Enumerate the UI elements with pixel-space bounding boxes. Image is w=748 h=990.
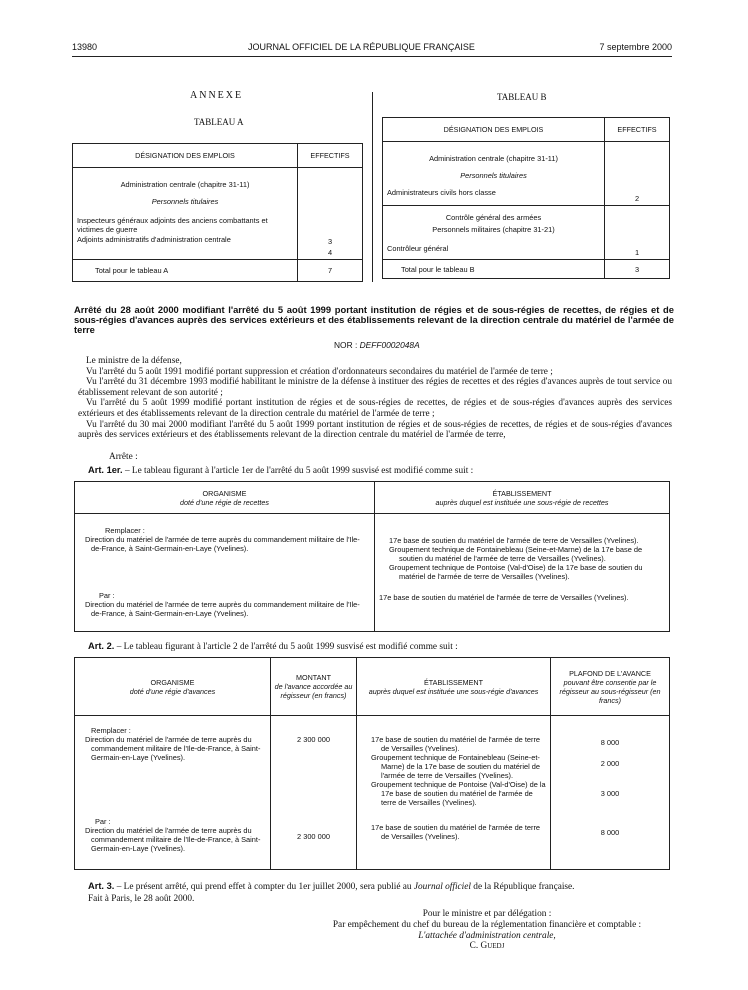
table1-etab2: 17e base de soutien du matériel de l'armée de terre de Versailles (Yvelines). (379, 593, 629, 602)
table2-etab2: 17e base de soutien du matériel de l'armée de terre de Versailles (Yvelines). (371, 823, 541, 841)
tableau-a-section: Administration centrale (chapitre 31-11) (120, 180, 250, 189)
tableau-b-row1-value: 2 (605, 142, 670, 206)
table2-organisme1: Direction du matériel de l'armée de terre auprès du commandement militaire de l'Ile-de-France, à Saint-Germain-en-Laye (Yvelines). (85, 735, 261, 762)
table2-plafond: 8 000 (600, 738, 620, 747)
arrete-word: Arrête : (109, 452, 138, 462)
art1-line (88, 465, 678, 476)
arrete-title: Arrêté du 28 août 2000 modifiant l'arrêté du 5 août 1999 portant institution de régies et de sous-régies de recettes, de régies et de sous-régies d'avances auprès des services extérieurs et des établissements relevant de la direction centrale du matériel de l'armée de terre (74, 304, 674, 336)
table1-par: Par : (99, 591, 115, 600)
tableau-b-row2-value: 1 (605, 206, 670, 260)
tableau-a-row-value: 4 (327, 248, 333, 257)
tableau-b-total-value: 3 (605, 260, 670, 279)
table2-col-plafond (551, 658, 670, 716)
table2-etab: Groupement technique de Fontainebleau (Seine-et-Marne) de la 17e base de soutien du matériel de l'armée de terre de Versailles (Yvelines). (371, 753, 540, 780)
table2-col4-sub: pouvant être consentie par le régisseur au sous-régisseur (en francs) (559, 677, 661, 705)
tableau-b-block1 (383, 142, 605, 206)
tableau-b-section1: Administration centrale (chapitre 31-11) (429, 154, 558, 163)
vu-paragraph: Vu l'arrêté du 30 mai 2000 modifiant l'arrêté du 5 août 1999 portant institution de régies et de sous-régies de recettes, de régies et de sous-régies d'avances auprès des services extérieurs et des établissements relevant de la direction centrale du matériel de l'armée de terre, (78, 419, 672, 441)
tableau-b-title: TABLEAU B (497, 92, 547, 102)
table1-etab: Groupement technique de Pontoise (Val-d'Oise) de la 17e base de soutien du matériel de l'armée de terre de Versailles (Yvelines). (389, 563, 643, 581)
table2-col3-sub: auprès duquel est instituée une sous-régie d'avances (368, 686, 539, 696)
vu-paragraph: Vu l'arrêté du 5 août 1999 modifié portant institution de régies et de sous-régies de recettes, de régies et de sous-régies d'avances auprès des services extérieurs et des établissements relevant de la direction centrale du matériel de l'armée de terre ; (78, 398, 672, 419)
table2-col2-sub: de l'avance accordée au régisseur (en francs) (274, 682, 353, 700)
table-regie-recettes (74, 481, 670, 632)
table2-col1-sub: doté d'une régie d'avances (129, 686, 216, 696)
art3-journal: Journal officiel (413, 882, 471, 892)
journal-title: JOURNAL OFFICIEL DE LA RÉPUBLIQUE FRANÇAISE (248, 42, 475, 52)
intro: Le ministre de la défense, (86, 356, 182, 366)
table2-organisme2: Direction du matériel de l'armée de terre auprès du commandement militaire de l'Ile-de-France, à Saint-Germain-en-Laye (Yvelines). (85, 826, 261, 853)
tableau-b-subsection2: Personnels militaires (chapitre 31-21) (432, 225, 555, 234)
table2-etab: 17e base de soutien du matériel de l'armée de terre de Versailles (Yvelines). (371, 735, 541, 753)
signature-line3: L'attachée d'administration centrale, (418, 930, 556, 941)
vu-paragraph: Vu l'arrêté du 31 décembre 1993 modifié habilitant le ministre de la défense à instituer des régies de recettes et des régies d'avances auprès de tout service ou établissement relevant de son autorité ; (78, 377, 672, 398)
tableau-b-col-designation: DÉSIGNATION DES EMPLOIS (383, 118, 605, 142)
preamble (78, 356, 672, 441)
signature-line1: Pour le ministre et par délégation : (422, 909, 552, 919)
tableau-a-col-designation: DÉSIGNATION DES EMPLOIS (73, 144, 298, 168)
art2-line (88, 641, 678, 652)
table2-remplacer: Remplacer : (91, 726, 131, 735)
table2-col3-title: ÉTABLISSEMENT (424, 677, 483, 687)
signature-block (300, 909, 674, 952)
table2-plafond2: 8 000 (600, 828, 620, 837)
table1-col2-title: ÉTABLISSEMENT (492, 488, 552, 498)
art2-text: – Le tableau figurant à l'article 2 de l'arrêté du 5 août 1999 susvisé est modifié comme suit : (116, 642, 458, 652)
signature-line2: Par empêchement du chef du bureau de la réglementation financière et comptable : (332, 919, 642, 930)
tableau-a-col-effectifs: EFFECTIFS (298, 144, 363, 168)
table2-col-organisme (75, 658, 271, 716)
nor-value: DEFF0002048A (359, 340, 420, 350)
header-date: 7 septembre 2000 (599, 42, 672, 52)
tableau-a-row-label: Inspecteurs généraux adjoints des anciens combattants et victimes de guerre (77, 216, 268, 234)
annexe-title: ANNEXE (190, 90, 244, 101)
table2-montant-cell (271, 716, 357, 870)
table2-etablissement-cell (357, 716, 551, 870)
tableau-a-row-label: Adjoints administratifs d'administration centrale (77, 235, 231, 244)
nor-line (334, 340, 420, 350)
art3-line (88, 881, 678, 892)
art3-text-b: de la République française. (473, 882, 575, 892)
fait-line: Fait à Paris, le 28 août 2000. (88, 894, 195, 904)
tableau-b (382, 117, 670, 279)
tableau-a-body (73, 168, 298, 260)
table1-col-organisme (75, 482, 375, 514)
table2-col-etablissement (357, 658, 551, 716)
table1-col1-sub: doté d'une régie de recettes (180, 497, 269, 507)
tableau-b-col-effectifs: EFFECTIFS (605, 118, 670, 142)
column-divider (372, 92, 373, 282)
table1-etab: 17e base de soutien du matériel de l'armée de terre de Versailles (Yvelines). (389, 536, 639, 545)
table2-organisme-cell (75, 716, 271, 870)
table2-col2-title: MONTANT (296, 673, 331, 682)
nor-label: NOR : (334, 340, 358, 350)
tableau-b-block2 (383, 206, 605, 260)
table2-plafond-cell (551, 716, 670, 870)
table1-col1-title: ORGANISME (202, 488, 247, 498)
table1-remplacer: Remplacer : (105, 526, 145, 535)
table2-col1-title: ORGANISME (150, 677, 195, 687)
table1-organisme-cell (75, 514, 375, 632)
table-regie-avances (74, 657, 670, 870)
table1-col-etablissement (375, 482, 670, 514)
table1-etablissement-cell (375, 514, 670, 632)
table2-montant1: 2 300 000 (297, 735, 330, 744)
table2-montant2: 2 300 000 (297, 832, 330, 841)
table2-col4-title: PLAFOND DE L'AVANCE (569, 668, 651, 678)
table1-col2-sub: auprès duquel est instituée une sous-régie de recettes (435, 497, 609, 507)
table2-plafond: 2 000 (600, 759, 620, 768)
tableau-a-subsection: Personnels titulaires (151, 197, 219, 206)
art3-text-a: – Le présent arrêté, qui prend effet à compter du 1er juillet 2000, sera publié au (116, 882, 412, 892)
tableau-b-row1-label: Administrateurs civils hors classe (387, 188, 496, 197)
tableau-b-total-label: Total pour le tableau B (383, 260, 605, 279)
tableau-b-section2: Contrôle général des armées (445, 213, 542, 222)
table2-plafond: 3 000 (600, 789, 620, 798)
art1-text: – Le tableau figurant à l'article 1er de l'arrêté du 5 août 1999 susvisé est modifié comme suit : (124, 466, 474, 476)
table1-organisme1: Direction du matériel de l'armée de terre auprès du commandement militaire de l'Ile-de-France, à Saint-Germain-en-Laye (Yvelines). (85, 535, 360, 553)
vu-paragraph: Vu l'arrêté du 5 août 1991 modifié portant suppression et création d'ordonnateurs secondaires du matériel de l'armée de terre ; (86, 366, 553, 377)
table1-organisme2: Direction du matériel de l'armée de terre auprès du commandement militaire de l'Ile-de-France, à Saint-Germain-en-Laye (Yvelines). (85, 600, 360, 618)
tableau-a-title: TABLEAU A (194, 117, 244, 127)
tableau-b-subsection1: Personnels titulaires (460, 171, 527, 180)
table2-par: Par : (95, 817, 111, 826)
header-rule (72, 56, 672, 57)
signature-name: C. Guedj (469, 941, 505, 952)
tableau-a (72, 143, 363, 282)
table1-etab: Groupement technique de Fontainebleau (Seine-et-Marne) de la 17e base de soutien du matériel de l'armée de terre de Versailles (Yvelines). (389, 545, 643, 563)
tableau-a-total-value: 7 (298, 260, 363, 282)
tableau-a-total-label: Total pour le tableau A (73, 260, 298, 282)
tableau-b-row2-label: Contrôleur général (387, 244, 449, 253)
tableau-a-row-value: 3 (327, 237, 333, 246)
art1-label: Art. 1er. (88, 465, 123, 475)
tableau-a-values (298, 168, 363, 260)
art3-label: Art. 3. (88, 881, 115, 891)
table2-col-montant (271, 658, 357, 716)
table2-etab: Groupement technique de Pontoise (Val-d'Oise) de la 17e base de soutien du matériel de l'armée de terre de Versailles (Yvelines). (371, 780, 546, 807)
art2-label: Art. 2. (88, 641, 115, 651)
page-number: 13980 (72, 42, 98, 52)
